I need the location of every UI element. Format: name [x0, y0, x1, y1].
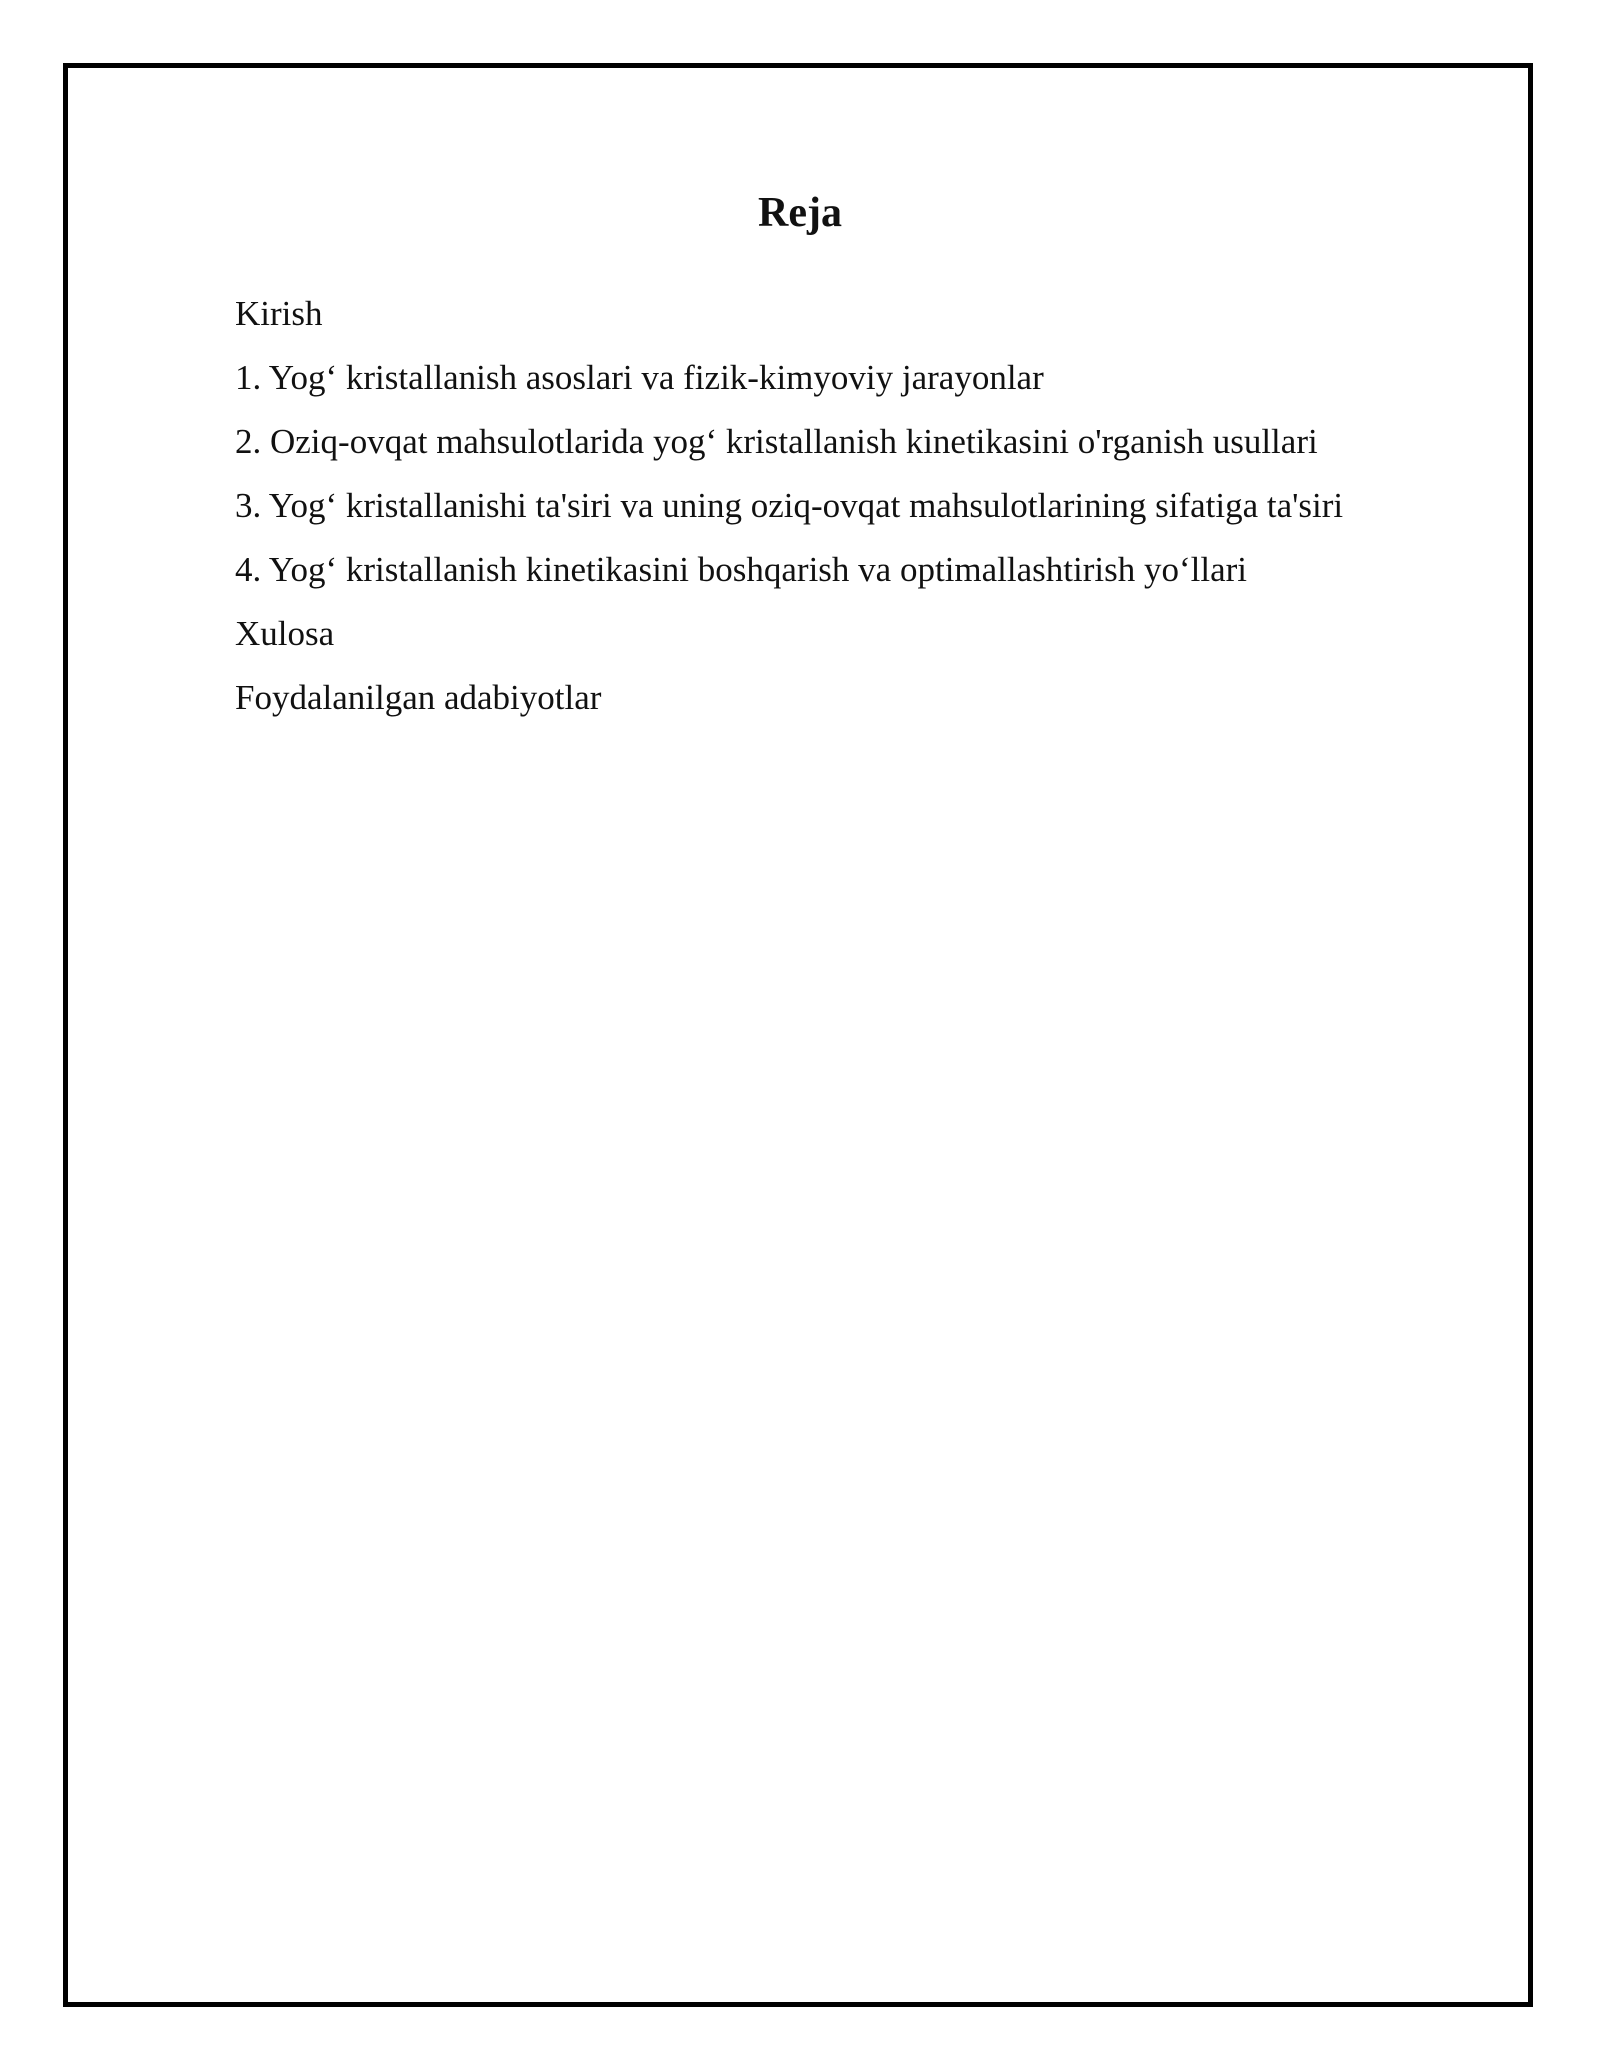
toc-item-conclusion: Xulosa — [235, 614, 335, 653]
toc-item-references: Foydalanilgan adabiyotlar — [235, 678, 602, 717]
table-of-contents — [235, 290, 1355, 738]
toc-item-1: 1. Yog‘ kristallanish asoslari va fizik-kimyoviy jarayonlar — [235, 358, 1044, 397]
toc-item-2: 2. Oziq-ovqat mahsulotlarida yog‘ kristallanish kinetikasini o'rganish usullari — [235, 422, 1318, 461]
toc-item-4: 4. Yog‘ kristallanish kinetikasini boshqarish va optimallashtirish yo‘llari — [235, 550, 1247, 589]
toc-item-3: 3. Yog‘ kristallanishi ta'siri va uning oziq-ovqat mahsulotlarining sifatiga ta'siri — [235, 486, 1344, 525]
toc-item-introduction: Kirish — [235, 294, 323, 333]
page-title: Reja — [758, 190, 842, 236]
